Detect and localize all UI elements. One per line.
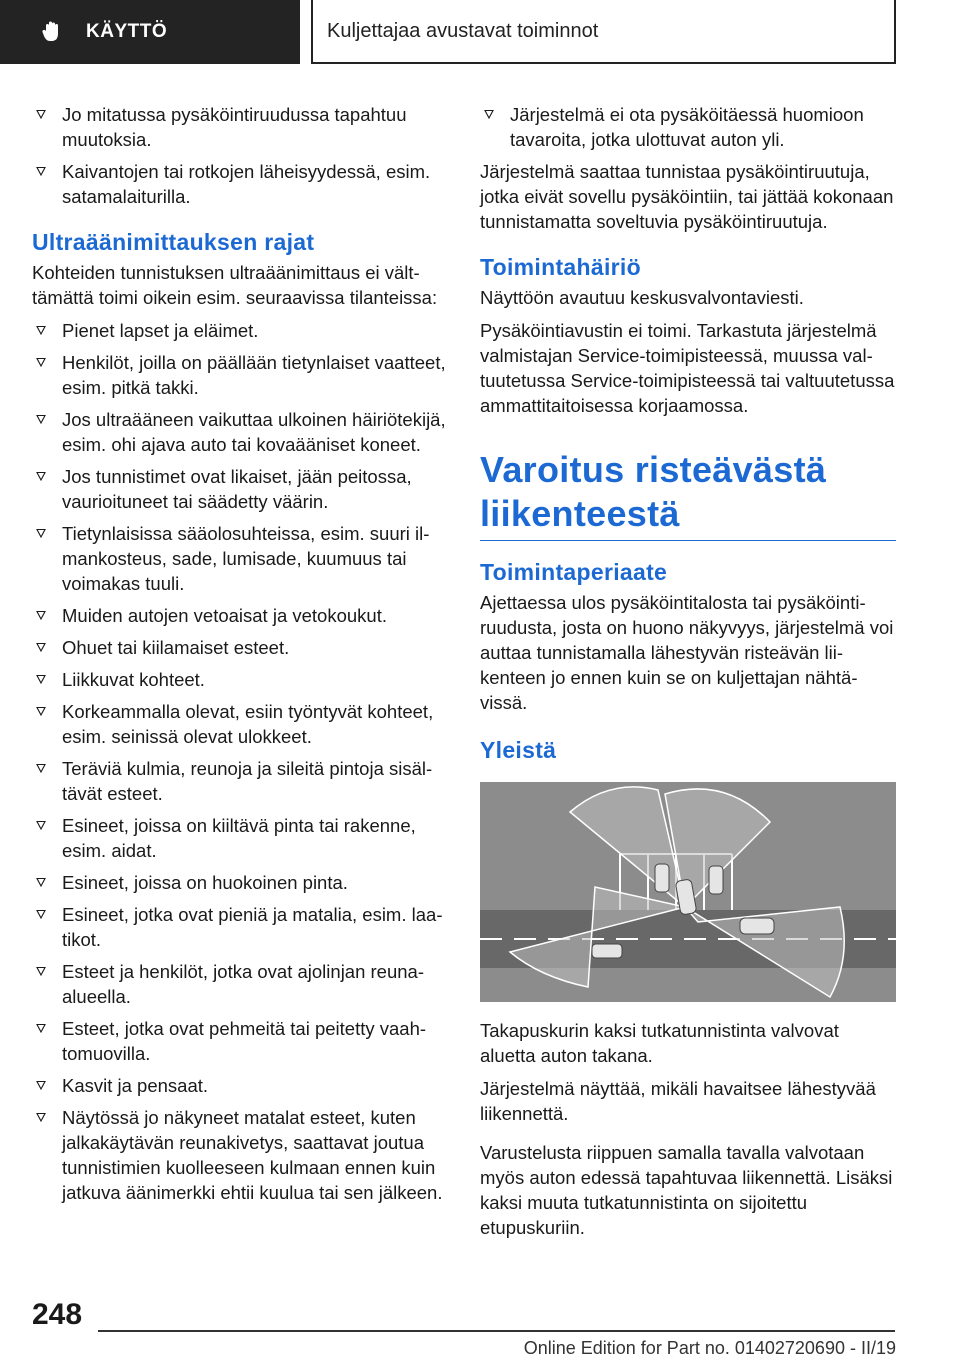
bullet-triangle-icon xyxy=(36,471,46,481)
list-item: Näytössä jo näkyneet matalat esteet, kuten jalkakäytävän reunakivetys, saattavat joutua tunnistimien kuolleeseen kulmaan ennen kuin jatkuva äänimerkki ehtii kuulua tai sen jälkeen. xyxy=(32,1105,448,1205)
list-item: Liikkuvat kohteet. xyxy=(32,667,448,692)
list-item: Esteet ja henkilöt, jotka ovat ajolinjan reunaalueella. xyxy=(32,959,448,1009)
bullet-triangle-icon xyxy=(36,706,46,716)
paragraph: Näyttöön avautuu keskusvalvontaviesti. xyxy=(480,287,804,308)
list-item: Ohuet tai kiilamaiset esteet. xyxy=(32,635,448,660)
list-item: Järjestelmä ei ota pysäköitäessä huomioon tavaroita, jotka ulottuvat auton yli. xyxy=(480,102,896,152)
bullet-triangle-icon xyxy=(36,610,46,620)
hand-pointer-icon xyxy=(40,19,66,45)
left-column xyxy=(32,102,448,1212)
bullet-triangle-icon xyxy=(36,966,46,976)
bullet-triangle-icon xyxy=(36,763,46,773)
list-item: Teräviä kulmia, reunoja ja sileitä pintoja sisältävät esteet. xyxy=(32,756,448,806)
list-item: Esineet, joissa on huokoinen pinta. xyxy=(32,870,448,895)
chapter-title: Kuljettajaa avustavat toiminnot xyxy=(327,19,599,42)
cross-traffic-illustration xyxy=(480,782,896,1002)
footer-divider xyxy=(98,1330,895,1332)
list-item: Jos ultraääneen vaikuttaa ulkoinen häiriötekijä, esim. ohi ajava auto tai kovaääniset koneet. xyxy=(32,407,448,457)
chapter-heading: Varoitus risteävästä liikenteestä xyxy=(480,448,896,541)
bullet-triangle-icon xyxy=(36,357,46,367)
paragraph: Järjestelmä näyttää, mikäli havaitsee lähestyvää liikennettä. xyxy=(480,1078,876,1124)
list-item: Korkeammalla olevat, esiin työntyvät kohteet, esim. seinissä olevat ulokkeet. xyxy=(32,699,448,749)
bullet-triangle-icon xyxy=(36,820,46,830)
list-item: Muiden autojen vetoaisat ja vetokoukut. xyxy=(32,603,448,628)
paragraph: Järjestelmä saattaa tunnistaa pysäköintiruutuja, jotka eivät sovellu pysäköintiin, tai jättää kokonaan tunnistamatta soveltuvia pysäköintiruutuja. xyxy=(480,161,894,232)
list-item: Esineet, joissa on kiiltävä pinta tai rakenne, esim. aidat. xyxy=(32,813,448,863)
section-heading-limits: Ultraäänimittauksen rajat xyxy=(32,229,315,255)
section-intro: Kohteiden tunnistuksen ultraäänimittaus ei välttämättä toimi oikein esim. seuraavissa tilanteissa: xyxy=(32,262,438,308)
right-column xyxy=(480,102,896,1248)
bullet-triangle-icon xyxy=(36,1112,46,1122)
list-item: Kasvit ja pensaat. xyxy=(32,1073,448,1098)
paragraph: Pysäköintiavustin ei toimi. Tarkastuta järjestelmä valmistajan Service-toimipisteessä, muussa valtuutetussa Service-toimipisteessä tai valtuutetussa ammattitaitoisessa korjaamossa. xyxy=(480,320,895,416)
bullet-triangle-icon xyxy=(36,1080,46,1090)
chapter-tab xyxy=(311,0,896,64)
section-tab xyxy=(0,0,300,64)
bullet-triangle-icon xyxy=(36,325,46,335)
bullet-triangle-icon xyxy=(36,642,46,652)
bullet-triangle-icon xyxy=(36,109,46,119)
bullet-triangle-icon xyxy=(36,166,46,176)
paragraph: Varustelusta riippuen samalla tavalla valvotaan myös auton edessä tapahtuvaa liikennettä. Lisäksi kaksi muuta tutkatunnistinta on sijoitettu etupuskuriin. xyxy=(480,1142,893,1238)
bullet-triangle-icon xyxy=(36,877,46,887)
intro-bullet-list xyxy=(32,102,448,209)
section-label: KÄYTTÖ xyxy=(86,21,168,42)
edition-text: Online Edition for Part no. 01402720690 - II/19 xyxy=(523,1338,896,1358)
bullet-triangle-icon xyxy=(36,528,46,538)
list-item: Pienet lapset ja eläimet. xyxy=(32,318,448,343)
list-item: Jo mitatussa pysäköintiruudussa tapahtuu muutoksia. xyxy=(32,102,448,152)
bullet-triangle-icon xyxy=(36,414,46,424)
list-item: Jos tunnistimet ovat likaiset, jään peitossa, vaurioituneet tai säädetty väärin. xyxy=(32,464,448,514)
section-heading-general: Yleistä xyxy=(480,737,557,763)
bullet-triangle-icon xyxy=(484,109,494,119)
list-item: Esineet, jotka ovat pieniä ja matalia, esim. laatikot. xyxy=(32,902,448,952)
section-heading-principle: Toimintaperiaate xyxy=(480,559,668,585)
page-number: 248 xyxy=(32,1298,83,1331)
list-item: Esteet, jotka ovat pehmeitä tai peitetty vaahtomuovilla. xyxy=(32,1016,448,1066)
paragraph: Takapuskurin kaksi tutkatunnistinta valvovat aluetta auton takana. xyxy=(480,1020,839,1066)
section-heading-fault: Toimintahäiriö xyxy=(480,254,641,280)
bullet-triangle-icon xyxy=(36,1023,46,1033)
list-item: Kaivantojen tai rotkojen läheisyydessä, esim. satamalaiturilla. xyxy=(32,159,448,209)
limits-bullet-list xyxy=(32,318,448,1205)
page-header xyxy=(0,0,960,64)
paragraph: Ajettaessa ulos pysäköintitalosta tai pysäköintiruudusta, josta on huono näkyvyys, järjestelmä voi auttaa tunnistamalla lähestyvän risteävän liikenteen jo ennen kuin se on kuljettajan nähtävissä. xyxy=(480,592,894,713)
bullet-triangle-icon xyxy=(36,674,46,684)
list-item: Tietynlaisissa sääolosuhteissa, esim. suuri ilmankosteus, sade, lumisade, kuumuus tai voimakas tuuli. xyxy=(32,521,448,596)
list-item: Henkilöt, joilla on päällään tietynlaiset vaatteet, esim. pitkä takki. xyxy=(32,350,448,400)
bullet-triangle-icon xyxy=(36,909,46,919)
